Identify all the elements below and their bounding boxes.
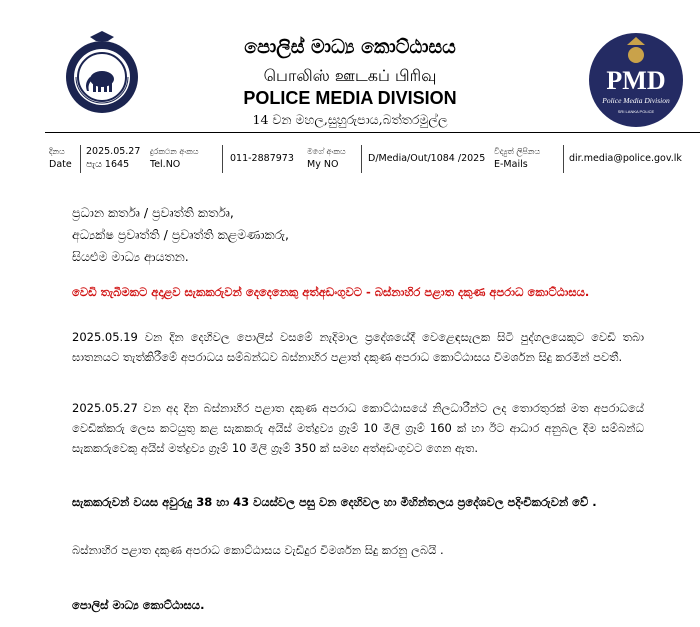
addressee-line: ප්‍රධාන කර්තෘ / ප්‍රවෘත්ති කර්තෘ, — [72, 205, 234, 220]
address: 14 වන මහල,සුහුරුපාය,බත්තරමුල්ල — [252, 112, 448, 127]
tel-value: 011-2887973 — [230, 153, 294, 164]
date-value: 2025.05.27 පැය 1645 — [86, 146, 141, 170]
pmd-logo-subtext: Police Media Division — [602, 96, 670, 105]
pmd-logo-text: PMD — [606, 66, 666, 95]
signature: පොලිස් මාධ්‍ය කොට්ඨාසය. — [72, 598, 205, 612]
my-no-value: D/Media/Out/1084 /2025 — [368, 153, 486, 164]
date-separator — [80, 145, 81, 173]
title-sinhala: පොලිස් මාධ්‍ය කොට්ඨාසය — [244, 36, 456, 58]
pmd-logo-small: SRI LANKA POLICE — [617, 109, 655, 114]
addressee-list — [72, 202, 289, 268]
title-tamil: பொலிஸ் ஊடகப் பிரிவு — [263, 66, 437, 85]
email-value: dir.media@police.gov.lk — [569, 153, 682, 164]
title-english: POLICE MEDIA DIVISION — [243, 88, 457, 108]
email-label: විද්‍යුත් ලිපිනය E-Mails — [494, 147, 541, 170]
header-divider — [45, 132, 700, 133]
headline: වෙඩි තැබීමකට අදාළව සැකකරුවන් දෙදෙනෙකු අත්අඩංගුවට - බස්නාහිර පළාත දකුණ අපරාධ කොට්ඨාසය. — [72, 285, 590, 299]
date-label: දිනය Date — [49, 147, 72, 170]
paragraph-1: 2025.05.19 වන දින දෙහිවල පොලිස් වසමේ නැදිමාල ප්‍රදේශයේදී වෙළෙඳසැලක සිටි පුද්ගලයෙකුට වෙඩි තබා ඝාතනයට තැත්කිරීමේ අපරාධය සම්බන්ධව බස්නාහිර පළාත් දකුණ අපරාධ කොට්ඨාසය විමර්ශන සිදු කරමින් පවතී. — [72, 330, 644, 364]
my-no-separator — [361, 145, 362, 173]
email-separator — [563, 145, 564, 173]
tel-label: දුරකථන අංකය Tel.NO — [150, 147, 199, 170]
tel-separator — [222, 145, 223, 173]
addressee-line: සියළුම මාධ්‍ය ආයතන. — [72, 249, 189, 264]
police-emblem — [62, 27, 142, 127]
paragraph-4: බස්නාහිර පළාත දකුණ අපරාධ කොට්ඨාසය වැඩිදුර විමර්ශන සිදු කරනු ලබයි . — [72, 543, 444, 557]
paragraph-3: සැකකරුවන් වයස අවුරුදු 38 හා 43 වයස්වල පසු වන දෙහිවල හා මිහින්තලය ප්‍රදේශවල පදිංචිකරුවන් වේ . — [72, 495, 597, 509]
paragraph-2: 2025.05.27 වන අද දින බස්නාහිර පළාත දකුණ අපරාධ කොට්ඨාසයේ නිලධාරීන්ට ලද තොරතුරක් මත අපරාධයේ වෙඩික්කරු ලෙස කටයුතු කළ සැකකරු අයිස් මත්ද්‍රව්‍ය ග්‍රෑම් 10 මිලි ග්‍රෑම් 160 ක් හා ඊට ආධාර අනුබල දීම සම්බන්ධ සැකකරුවෙකු අයිස් මත්ද්‍රව්‍ය ග්‍රෑම් 10 මිලි ග්‍රෑම් 350 ක් සමඟ අත්අඩංගුවට ගෙන ඇත. — [72, 401, 644, 455]
pmd-logo — [587, 31, 685, 129]
pmd-logo-icon — [587, 31, 685, 129]
my-no-label: මගේ අංකය My NO — [307, 147, 346, 170]
addressee-line: අධ්‍යක්ෂ ප්‍රවෘත්ති / ප්‍රවෘත්ති කළමණාකරු, — [72, 227, 290, 242]
police-emblem-icon — [62, 27, 142, 127]
